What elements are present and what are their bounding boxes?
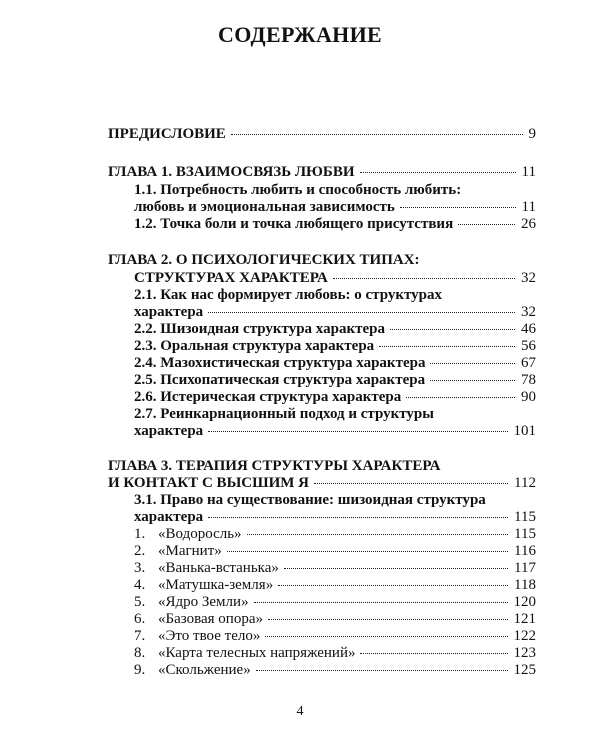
toc-entry-title: «Карта телесных напряжений» [158,645,356,661]
toc-page-number: 26 [521,216,536,232]
toc-page-number: 11 [521,164,536,180]
toc-entry-title: И КОНТАКТ С ВЫСШИМ Я [108,475,310,491]
toc-entry-title: 1.2. Точка боли и точка любящего присутствия [134,216,454,232]
toc-page-number: 121 [513,611,536,627]
leader-dots [430,363,515,364]
leader-dots [278,585,508,586]
leader-dots [208,517,508,518]
toc-page-number: 9 [528,126,536,142]
toc-page-number: 118 [514,577,536,593]
toc-entry-title: ПРЕДИСЛОВИЕ [108,126,226,142]
toc-section-1-1-line1[interactable]: 1.1. Потребность любить и способность любить: [134,182,462,198]
toc-entry-title: «Скольжение» [158,662,251,678]
leader-dots [333,278,515,279]
page-number-footer: 4 [296,704,304,719]
toc-entry-title: 2.5. Психопатическая структура характера [134,372,426,388]
leader-dots [208,312,515,313]
leader-dots [231,134,523,135]
toc-page-number: 11 [521,199,536,215]
leader-dots [254,602,508,603]
toc-page-number: 115 [514,509,536,525]
leader-dots [400,207,516,208]
item-number: 8. [134,645,146,661]
toc-entry-title: «Ядро Земли» [158,594,249,610]
leader-dots [208,431,507,432]
toc-page-number: 115 [514,526,536,542]
toc-entry-title: ГЛАВА 1. ВЗАИМОСВЯЗЬ ЛЮБВИ [108,164,355,180]
toc-entry-title: характера [134,304,204,320]
toc-section-3-1-line1[interactable]: 3.1. Право на существование: шизоидная структура [134,492,486,508]
leader-dots [265,636,507,637]
item-number: 5. [134,594,146,610]
toc-section-2-1-line1[interactable]: 2.1. Как нас формирует любовь: о структурах [134,287,443,303]
leader-dots [379,346,515,347]
toc-section-2-7[interactable] [134,421,536,441]
toc-section-2-7-line1[interactable]: 2.7. Реинкарнационный подход и структуры [134,406,434,422]
toc-page-number: 122 [513,628,536,644]
toc-chapter-3-line1[interactable]: ГЛАВА 3. ТЕРАПИЯ СТРУКТУРЫ ХАРАКТЕРА [108,458,441,474]
toc-entry-preface[interactable] [108,124,536,144]
toc-page-number: 120 [513,594,536,610]
toc-entry-title: характера [134,423,204,439]
toc-entry-title: любовь и эмоциональная зависимость [134,199,395,215]
item-number: 7. [134,628,146,644]
toc-chapter-2-line1[interactable]: ГЛАВА 2. О ПСИХОЛОГИЧЕСКИХ ТИПАХ: [108,252,420,268]
leader-dots [406,397,515,398]
toc-page-number: 67 [521,355,536,371]
toc-page-number: 101 [513,423,536,439]
toc-page-number: 56 [521,338,536,354]
item-number: 4. [134,577,146,593]
toc-section-1-2[interactable] [134,214,536,234]
toc-item[interactable] [134,660,536,680]
leader-dots [458,224,515,225]
leader-dots [256,670,508,671]
toc-entry-title: «Матушка-земля» [158,577,274,593]
leader-dots [314,483,508,484]
toc-entry-title: «Ванька-встанька» [158,560,279,576]
toc-entry-title: «Магнит» [158,543,222,559]
leader-dots [360,653,507,654]
item-number: 9. [134,662,146,678]
page-title: СОДЕРЖАНИЕ [218,22,382,47]
toc-entry-title: 2.6. Истерическая структура характера [134,389,402,405]
leader-dots [430,380,515,381]
toc-page-number: 123 [513,645,536,661]
toc-entry-title: 2.3. Оральная структура характера [134,338,375,354]
item-number: 3. [134,560,146,576]
toc-entry-title: 2.4. Мазохистическая структура характера [134,355,426,371]
item-number: 6. [134,611,146,627]
toc-chapter-1[interactable] [108,162,536,182]
toc-page-number: 116 [514,543,536,559]
leader-dots [390,329,515,330]
toc-page-number: 112 [514,475,536,491]
toc-page-number: 90 [521,389,536,405]
toc-page-number: 32 [521,270,536,286]
leader-dots [247,534,508,535]
item-number: 1. [134,526,146,542]
leader-dots [284,568,508,569]
toc-entry-title: СТРУКТУРАХ ХАРАКТЕРА [134,270,328,286]
toc-entry-title: «Это твое тело» [158,628,261,644]
toc-entry-title: 2.2. Шизоидная структура характера [134,321,385,337]
leader-dots [360,172,516,173]
toc-page-number: 125 [513,662,536,678]
toc-page-number: 117 [514,560,536,576]
leader-dots [227,551,508,552]
toc-entry-title: «Базовая опора» [158,611,263,627]
toc-page-number: 46 [521,321,536,337]
item-number: 2. [134,543,146,559]
toc-entry-title: характера [134,509,204,525]
toc-entry-title: «Водоросль» [158,526,242,542]
toc-page-number: 78 [521,372,536,388]
toc-page-number: 32 [521,304,536,320]
leader-dots [268,619,508,620]
